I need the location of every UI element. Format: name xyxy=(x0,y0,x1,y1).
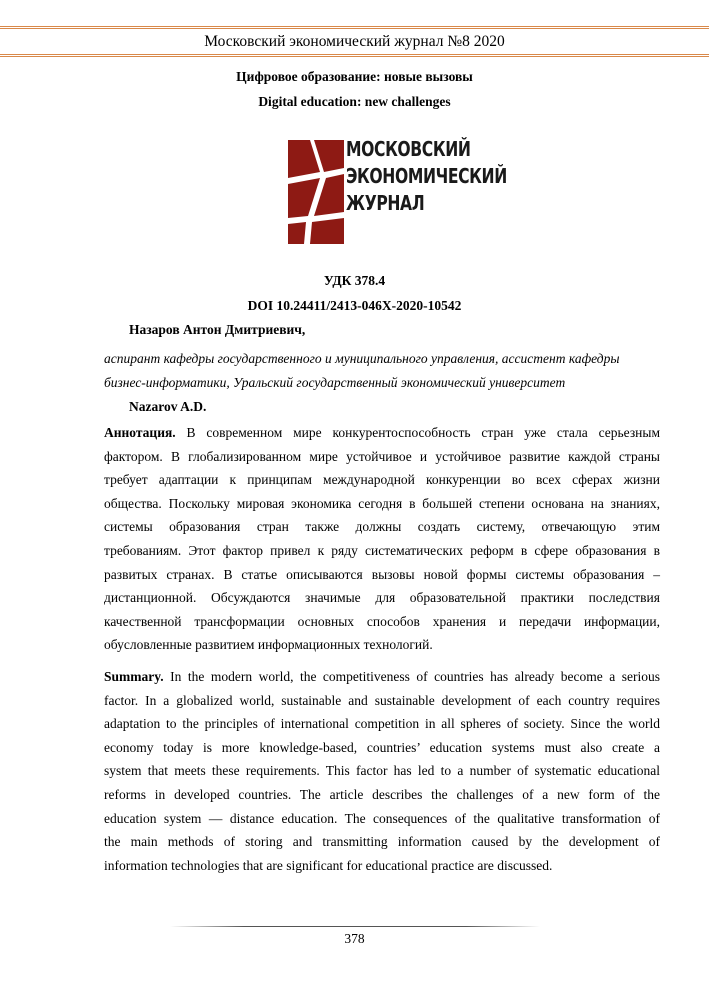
doi: DOI 10.24411/2413-046Х-2020-10542 xyxy=(247,298,462,313)
article-title-en: Digital education: new challenges xyxy=(258,94,451,109)
abstract-ru-text: В современном мире конкурентоспособность стран уже стала серьезным xyxy=(175,425,660,440)
abstract-ru-line: системы образования стран также должны создать систему, отвечающую этим xyxy=(104,519,660,535)
logo-mark-shape-2 xyxy=(314,140,344,172)
summary-en-line: adaptation to the principles of international competition in all spheres of society. Since the world xyxy=(104,716,660,732)
header-rule-top xyxy=(0,26,709,29)
logo-mark-shape-3 xyxy=(288,178,320,218)
page-number: 378 xyxy=(344,931,365,946)
journal-logo-mark xyxy=(286,136,346,248)
affiliation-line: аспирант кафедры государственного и муниципального управления, ассистент кафедры xyxy=(104,351,620,366)
summary-en-line: reforms in developed countries. The article describes the challenges of a new form of the xyxy=(104,786,660,802)
udk-code: УДК 378.4 xyxy=(323,273,386,288)
logo-mark-shape-6 xyxy=(310,218,344,244)
logo-mark-shape-5 xyxy=(288,222,306,244)
abstract-ru-line: требует адаптации к принципам международной конкуренции во всех сферах жизни xyxy=(104,472,660,488)
journal-logo xyxy=(286,136,507,248)
abstract-ru-line: общества. Поскольку мировая экономика сегодня в большей степени основана на знаниях, xyxy=(104,495,660,511)
abstract-ru-line: развитых странах. В статье описываются вызовы новой формы системы образования – xyxy=(104,566,660,582)
summary-en-label: Summary. xyxy=(104,669,164,684)
summary-en-line: information technologies that are significant for educational practice are discussed. xyxy=(104,857,553,873)
summary-en-line xyxy=(104,665,660,689)
summary-en-line: the main methods of storing and transmitting information caused by the development of xyxy=(104,834,660,850)
abstract-ru-label: Аннотация. xyxy=(104,425,176,440)
journal-header xyxy=(0,26,709,60)
abstract-ru xyxy=(104,421,660,657)
header-rule-bottom xyxy=(0,54,709,57)
summary-en xyxy=(104,665,660,877)
summary-en-line: system that meets these requirements. This factor has led to a number of systematic educational xyxy=(104,763,660,779)
logo-line-2: ЭКОНОМИЧЕСКИЙ xyxy=(346,164,507,188)
abstract-ru-line: качественной трансформации основных способов хранения и передачи информации, xyxy=(104,613,660,629)
logo-mark-shape-1 xyxy=(288,140,320,178)
author-affiliation xyxy=(104,347,660,394)
author-name-ru: Назаров Антон Дмитриевич, xyxy=(129,322,306,337)
abstract-ru-line xyxy=(104,421,660,445)
abstract-ru-line: требованиям. Этот фактор привел к ряду систематических реформ в сфере образования в xyxy=(104,542,660,558)
article-title-ru: Цифровое образование: новые вызовы xyxy=(236,69,473,84)
abstract-ru-line: дистанционной. Обсуждаются значимые для образовательной практики последствия xyxy=(104,590,660,606)
author-name-en: Nazarov A.D. xyxy=(129,399,207,414)
abstract-ru-line: обусловленные развитием информационных технологий. xyxy=(104,637,433,653)
journal-title: Московский экономический журнал №8 2020 xyxy=(204,33,505,50)
footer-rule xyxy=(170,926,540,927)
summary-en-line: economy today is more knowledge-based, countries’ education systems must also create a xyxy=(104,739,660,755)
summary-en-text: In the modern world, the competitiveness of countries has already become a serious xyxy=(163,669,660,684)
logo-line-1: МОСКОВСКИЙ xyxy=(346,137,471,161)
journal-logo-text xyxy=(346,136,507,217)
abstract-ru-line: фактором. В глобализированном мире устойчивое и устойчивое развитие каждой страны xyxy=(104,448,660,464)
summary-en-line: education system — distance education. The consequences of the qualitative transformation of xyxy=(104,810,660,826)
logo-line-3: ЖУРНАЛ xyxy=(346,191,425,215)
affiliation-line: бизнес-информатики, Уральский государственный экономический университет xyxy=(104,374,566,390)
summary-en-line: factor. In a globalized world, sustainable and sustainable development of each country requires xyxy=(104,692,660,708)
